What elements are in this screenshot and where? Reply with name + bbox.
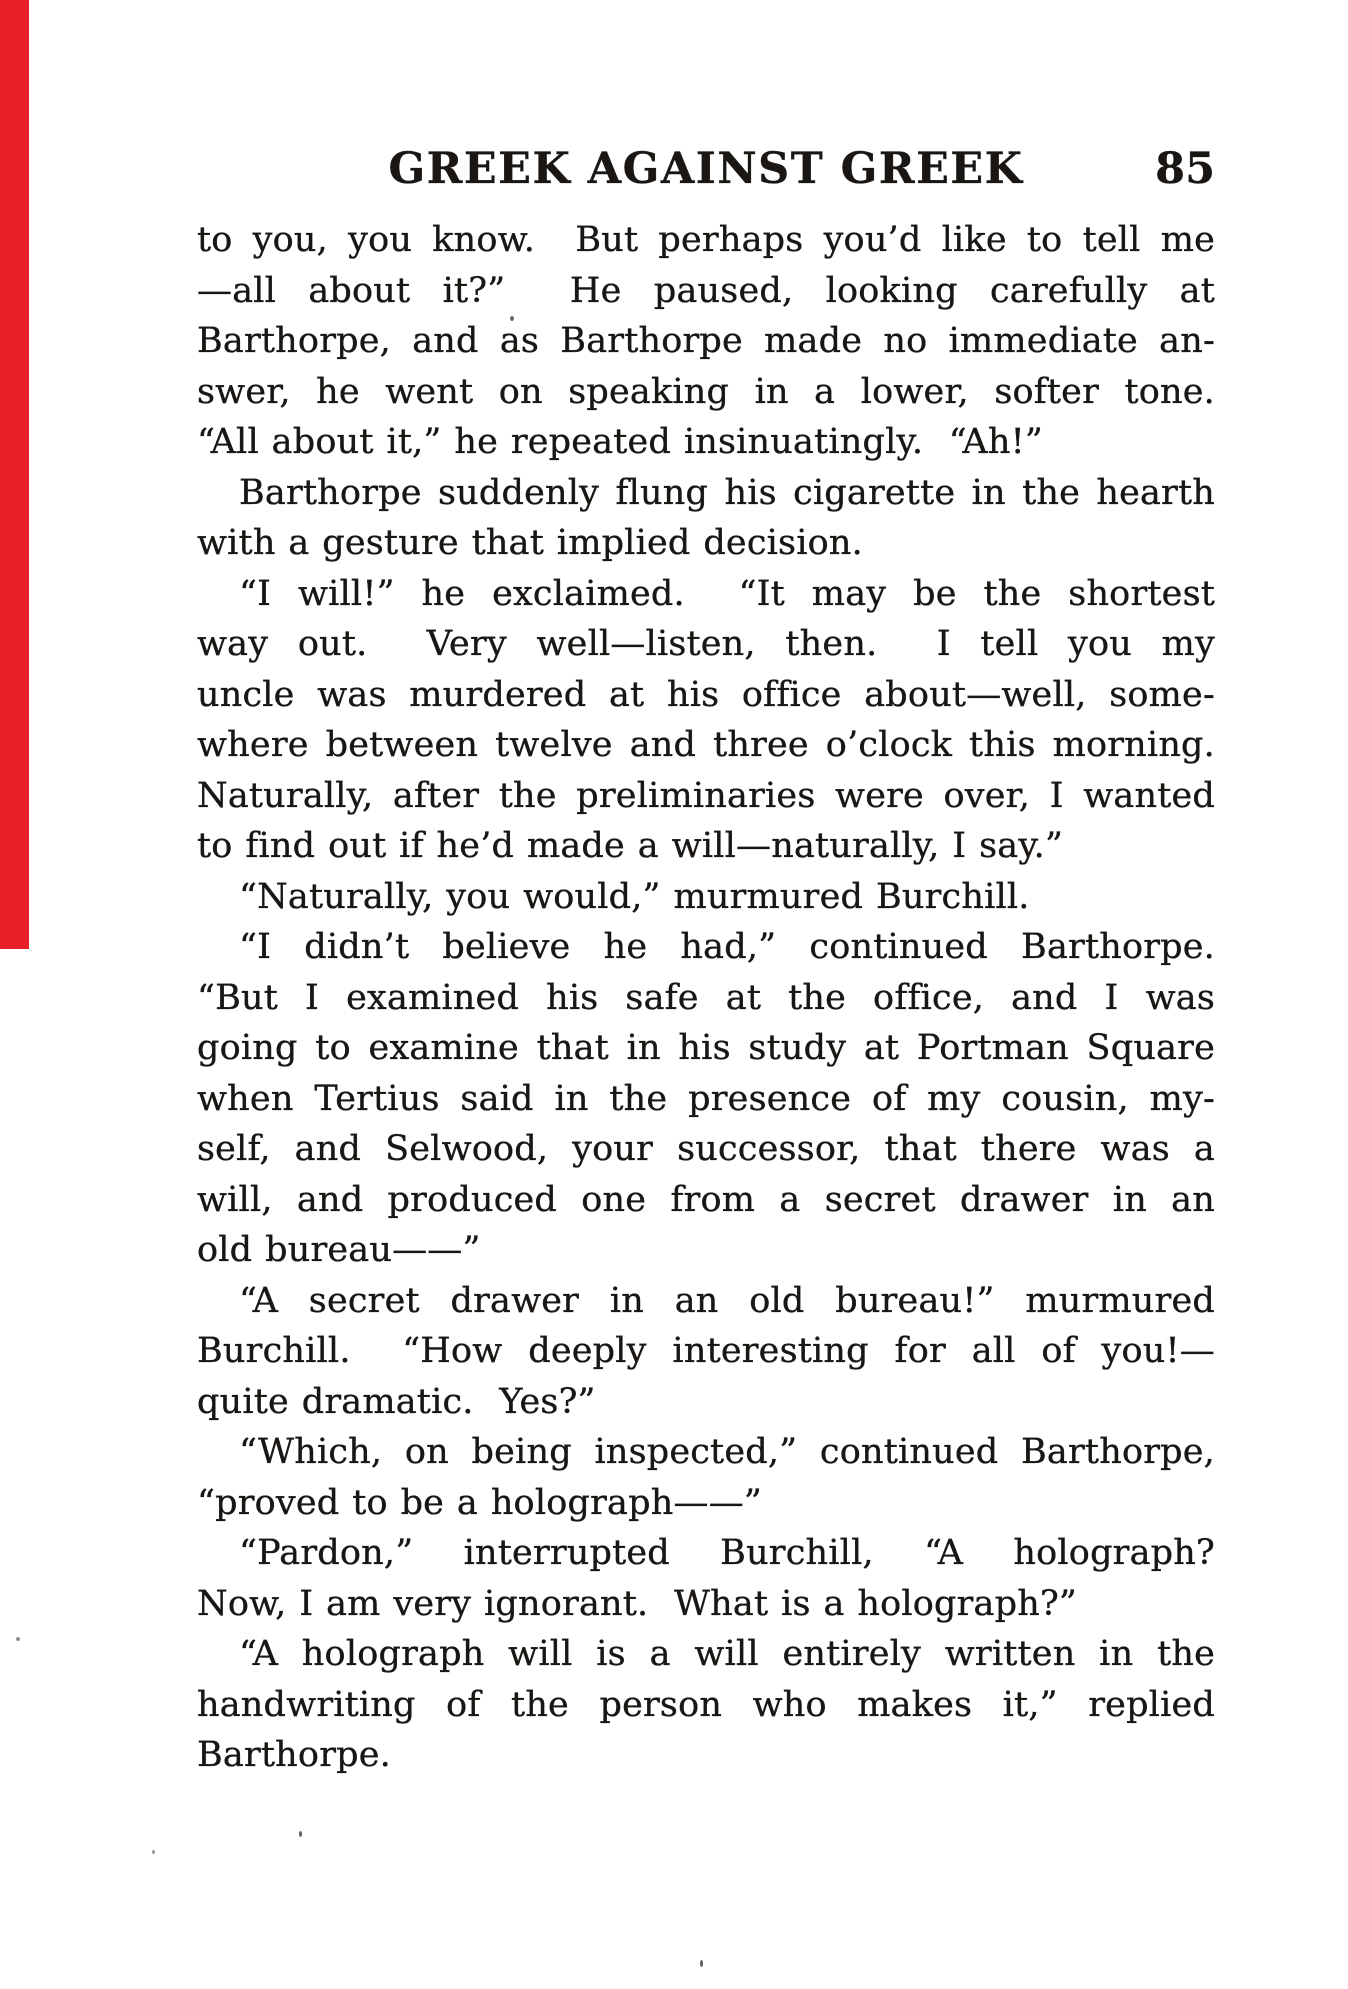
- text-line: where between twelve and three o’clock this morning.: [197, 725, 1215, 765]
- text-line: quite dramatic. Yes?”: [197, 1381, 596, 1422]
- text-line: to find out if he’d made a will—naturally, I say.”: [197, 826, 1064, 866]
- text-line: old bureau——”: [197, 1230, 481, 1270]
- paragraph: [197, 569, 1215, 872]
- paragraph: [197, 215, 1215, 468]
- text-line: going to examine that in his study at Portman Square: [197, 1028, 1215, 1068]
- ink-speck: [299, 1831, 302, 1837]
- text-line: “A holograph will is a will entirely written in the: [239, 1634, 1215, 1674]
- text-line: “I will!” he exclaimed. “It may be the shortest: [239, 573, 1215, 614]
- paragraph: [197, 1276, 1215, 1428]
- paragraph: [197, 1427, 1215, 1528]
- text-line: handwriting of the person who makes it,” replied: [197, 1684, 1215, 1725]
- text-line: will, and produced one from a secret drawer in an: [197, 1179, 1215, 1220]
- text-line: “A secret drawer in an old bureau!” murmured: [239, 1280, 1215, 1321]
- paragraph: [197, 1629, 1215, 1781]
- text-line: “I didn’t believe he had,” continued Barthorpe.: [239, 927, 1215, 967]
- text-line: —all about it?” He paused, looking carefully at: [197, 270, 1215, 311]
- text-line: Barthorpe.: [197, 1735, 391, 1775]
- text-line: to you, you know. But perhaps you’d like to tell me: [197, 220, 1215, 260]
- paragraph: [197, 1528, 1215, 1629]
- text-line: uncle was murdered at his office about—well, some-: [197, 674, 1215, 715]
- paragraph: [197, 922, 1215, 1276]
- text-line: “But I examined his safe at the office, and I was: [197, 977, 1215, 1018]
- text-line: “Which, on being inspected,” continued Barthorpe,: [239, 1432, 1215, 1472]
- text-line: Burchill. “How deeply interesting for all of you!—: [197, 1331, 1215, 1371]
- text-line: Barthorpe suddenly flung his cigarette in the hearth: [239, 472, 1215, 513]
- text-line: “Naturally, you would,” murmured Burchill.: [239, 876, 1030, 917]
- text-block: [197, 215, 1215, 1781]
- text-line: Now, I am very ignorant. What is a holograph?”: [197, 1583, 1078, 1624]
- ink-speck: [700, 1960, 703, 1967]
- page-header: [197, 146, 1215, 198]
- text-line: “proved to be a holograph——”: [197, 1482, 762, 1523]
- ink-speck: [510, 316, 514, 321]
- paragraph: [197, 872, 1215, 923]
- text-line: “All about it,” he repeated insinuatingly. “Ah!”: [197, 422, 1043, 462]
- text-line: Barthorpe, and as Barthorpe made no immediate an-: [197, 321, 1215, 361]
- paragraph: [197, 468, 1215, 569]
- text-line: when Tertius said in the presence of my cousin, my-: [197, 1078, 1215, 1119]
- text-line: way out. Very well—listen, then. I tell you my: [197, 624, 1215, 664]
- text-line: “Pardon,” interrupted Burchill, “A holograph?: [239, 1533, 1215, 1573]
- running-head-title: GREEK AGAINST GREEK: [388, 144, 1024, 194]
- page-number: 85: [1155, 144, 1215, 194]
- red-spine-stripe: [0, 0, 29, 949]
- text-line: with a gesture that implied decision.: [197, 523, 863, 563]
- text-line: Naturally, after the preliminaries were over, I wanted: [197, 775, 1215, 816]
- text-line: self, and Selwood, your successor, that there was a: [197, 1129, 1215, 1169]
- ink-speck: [152, 1850, 155, 1854]
- text-line: swer, he went on speaking in a lower, softer tone.: [197, 371, 1215, 412]
- ink-speck: [16, 1637, 20, 1641]
